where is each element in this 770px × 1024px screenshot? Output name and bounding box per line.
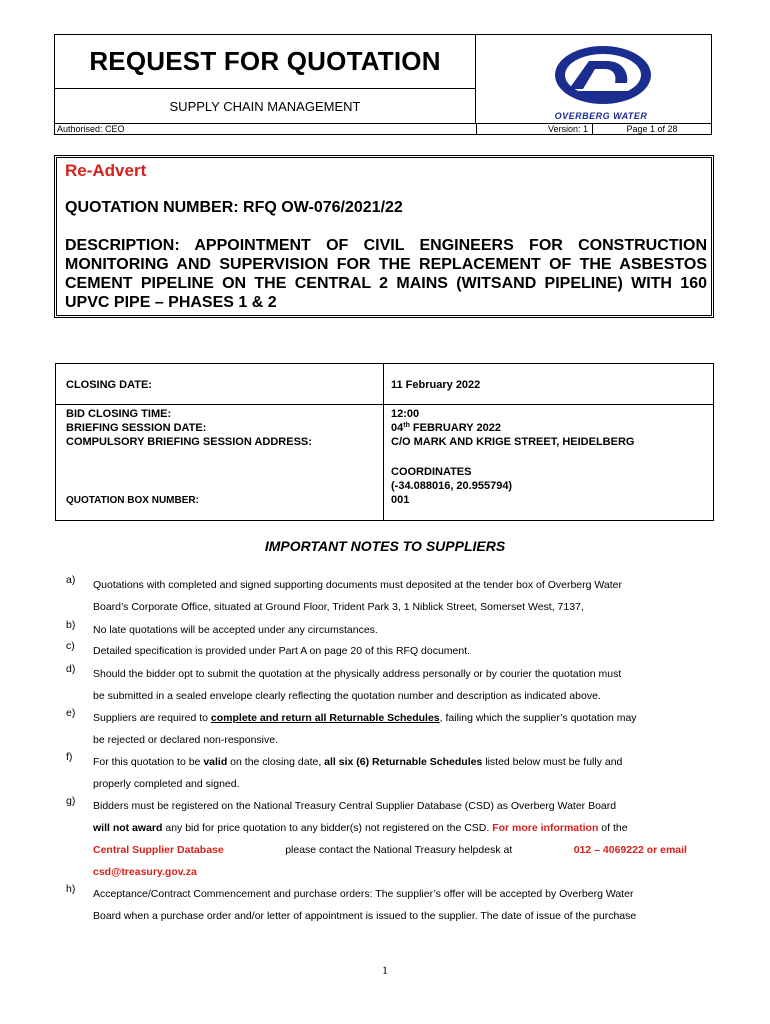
document-subtitle: SUPPLY CHAIN MANAGEMENT <box>55 89 476 123</box>
briefing-date-rest: FEBRUARY 2022 <box>409 422 501 434</box>
note-bold: valid <box>203 756 228 768</box>
note-line: Acceptance/Contract Commencement and purchase orders: The supplier’s offer will be accepted by Overberg Water <box>93 888 634 900</box>
note-line: Quotations with completed and signed supporting documents must deposited at the tender box of Overberg Water <box>93 579 622 591</box>
readvert-label: Re-Advert <box>65 161 147 180</box>
note-fragment: please contact the National Treasury helpdesk at <box>285 844 513 856</box>
note-highlight: Central Supplier Database <box>93 844 224 856</box>
note-line <box>93 839 687 861</box>
note-text <box>93 663 687 707</box>
session-values <box>391 407 634 449</box>
authorised-label: Authorised: CEO <box>57 124 125 134</box>
note-line: be rejected or declared non-responsive. <box>93 734 279 746</box>
box-number-label: QUOTATION BOX NUMBER: <box>66 495 199 506</box>
note-line: be submitted in a sealed envelope clearly reflecting the quotation number and description as indicated above. <box>93 690 601 702</box>
note-text <box>93 751 687 795</box>
briefing-address-value: C/O MARK AND KRIGE STREET, HEIDELBERG <box>391 436 635 448</box>
note-line: Bidders must be registered on the National Treasury Central Supplier Database (CSD) as Overberg Water Board <box>93 800 617 812</box>
note-highlight: For more information <box>492 822 599 834</box>
note-letter: h) <box>66 883 76 895</box>
overberg-water-logo <box>531 39 671 123</box>
session-labels <box>66 407 312 449</box>
note-text <box>93 795 687 883</box>
advert-box <box>54 155 714 318</box>
table-divider <box>383 364 384 520</box>
note-fragment: on the closing date, <box>227 756 325 768</box>
logo-wordmark: OVERBERG WATER <box>554 111 648 121</box>
note-letter: a) <box>66 574 76 586</box>
location-values <box>391 465 512 507</box>
logo-emblem-icon <box>531 39 671 111</box>
document-header <box>54 34 712 135</box>
briefing-date-suffix: th <box>403 422 410 429</box>
helpdesk-contact: 012 – 4069222 or email <box>573 844 687 856</box>
note-text <box>93 574 687 618</box>
header-meta-row <box>55 123 711 135</box>
document-title: REQUEST FOR QUOTATION <box>55 35 476 89</box>
note-letter: f) <box>66 751 73 763</box>
closing-date-label: CLOSING DATE: <box>66 379 152 391</box>
note-text: Detailed specification is provided under Part A on page 20 of this RFQ document. <box>93 645 471 657</box>
note-text <box>93 883 687 927</box>
note-line <box>93 707 687 729</box>
note-letter: d) <box>66 663 76 675</box>
briefing-date-value <box>391 421 634 435</box>
note-line: Board’s Corporate Office, situated at Ground Floor, Trident Park 3, 1 Niblick Street, Somerset West, 7137, <box>93 601 584 613</box>
bid-closing-time-label: BID CLOSING TIME: <box>66 408 172 420</box>
note-fragment: any bid for price quotation to any bidder(s) not registered on the CSD. <box>162 822 493 834</box>
box-number-value: 001 <box>391 494 410 506</box>
page-count-label: Page 1 of 28 <box>626 124 678 134</box>
note-text <box>93 707 687 751</box>
csd-email-link[interactable]: csd@treasury.gov.za <box>93 866 197 878</box>
note-fragment: listed below must be fully and <box>482 756 623 768</box>
note-letter: e) <box>66 707 76 719</box>
briefing-address-label: COMPULSORY BRIEFING SESSION ADDRESS: <box>66 436 312 448</box>
note-line <box>93 751 687 773</box>
coordinates-label: COORDINATES <box>391 466 472 478</box>
quotation-number: QUOTATION NUMBER: RFQ OW-076/2021/22 <box>65 199 403 216</box>
closing-details-table <box>55 363 714 521</box>
briefing-date-label: BRIEFING SESSION DATE: <box>66 422 207 434</box>
bid-closing-time-value: 12:00 <box>391 408 420 420</box>
table-divider <box>56 404 713 405</box>
note-letter: c) <box>66 640 75 652</box>
note-fragment: of the <box>598 822 628 834</box>
version-label: Version: 1 <box>476 124 593 135</box>
note-line: properly completed and signed. <box>93 778 240 790</box>
note-letter: g) <box>66 795 76 807</box>
closing-date-value: 11 February 2022 <box>391 379 481 391</box>
note-line: Board when a purchase order and/or letter of appointment is issued to the supplier. The date of issue of the purchase <box>93 910 637 922</box>
note-fragment: , failing which the supplier’s quotation may <box>439 712 637 724</box>
note-line <box>93 817 687 839</box>
notes-heading: IMPORTANT NOTES TO SUPPLIERS <box>264 538 506 554</box>
note-bold: all six (6) Returnable Schedules <box>324 756 483 768</box>
note-line: Should the bidder opt to submit the quotation at the physically address personally or by courier the quotation must <box>93 668 622 680</box>
page-number: 1 <box>382 963 388 977</box>
note-text: No late quotations will be accepted under any circumstances. <box>93 624 378 636</box>
returnable-schedules-emphasis: complete and return all Returnable Schedules <box>210 712 440 724</box>
note-letter: b) <box>66 619 76 631</box>
note-line <box>93 861 687 883</box>
coordinates-value: (-34.088016, 20.955794) <box>391 480 513 492</box>
note-bold: will not award <box>93 822 163 834</box>
quotation-description: DESCRIPTION: APPOINTMENT OF CIVIL ENGINEERS FOR CONSTRUCTION MONITORING AND SUPERVISION FOR THE REPLACEMENT OF THE ASBESTOS CEMENT PIPELINE ON THE CENTRAL 2 MAINS (WITSAND PIPELINE) WITH 160 UPVC PIPE – PHASES 1 & 2 <box>65 237 707 311</box>
note-fragment: Suppliers are required to <box>93 712 211 724</box>
note-fragment: For this quotation to be <box>93 756 204 768</box>
briefing-date-day: 04 <box>391 422 404 434</box>
